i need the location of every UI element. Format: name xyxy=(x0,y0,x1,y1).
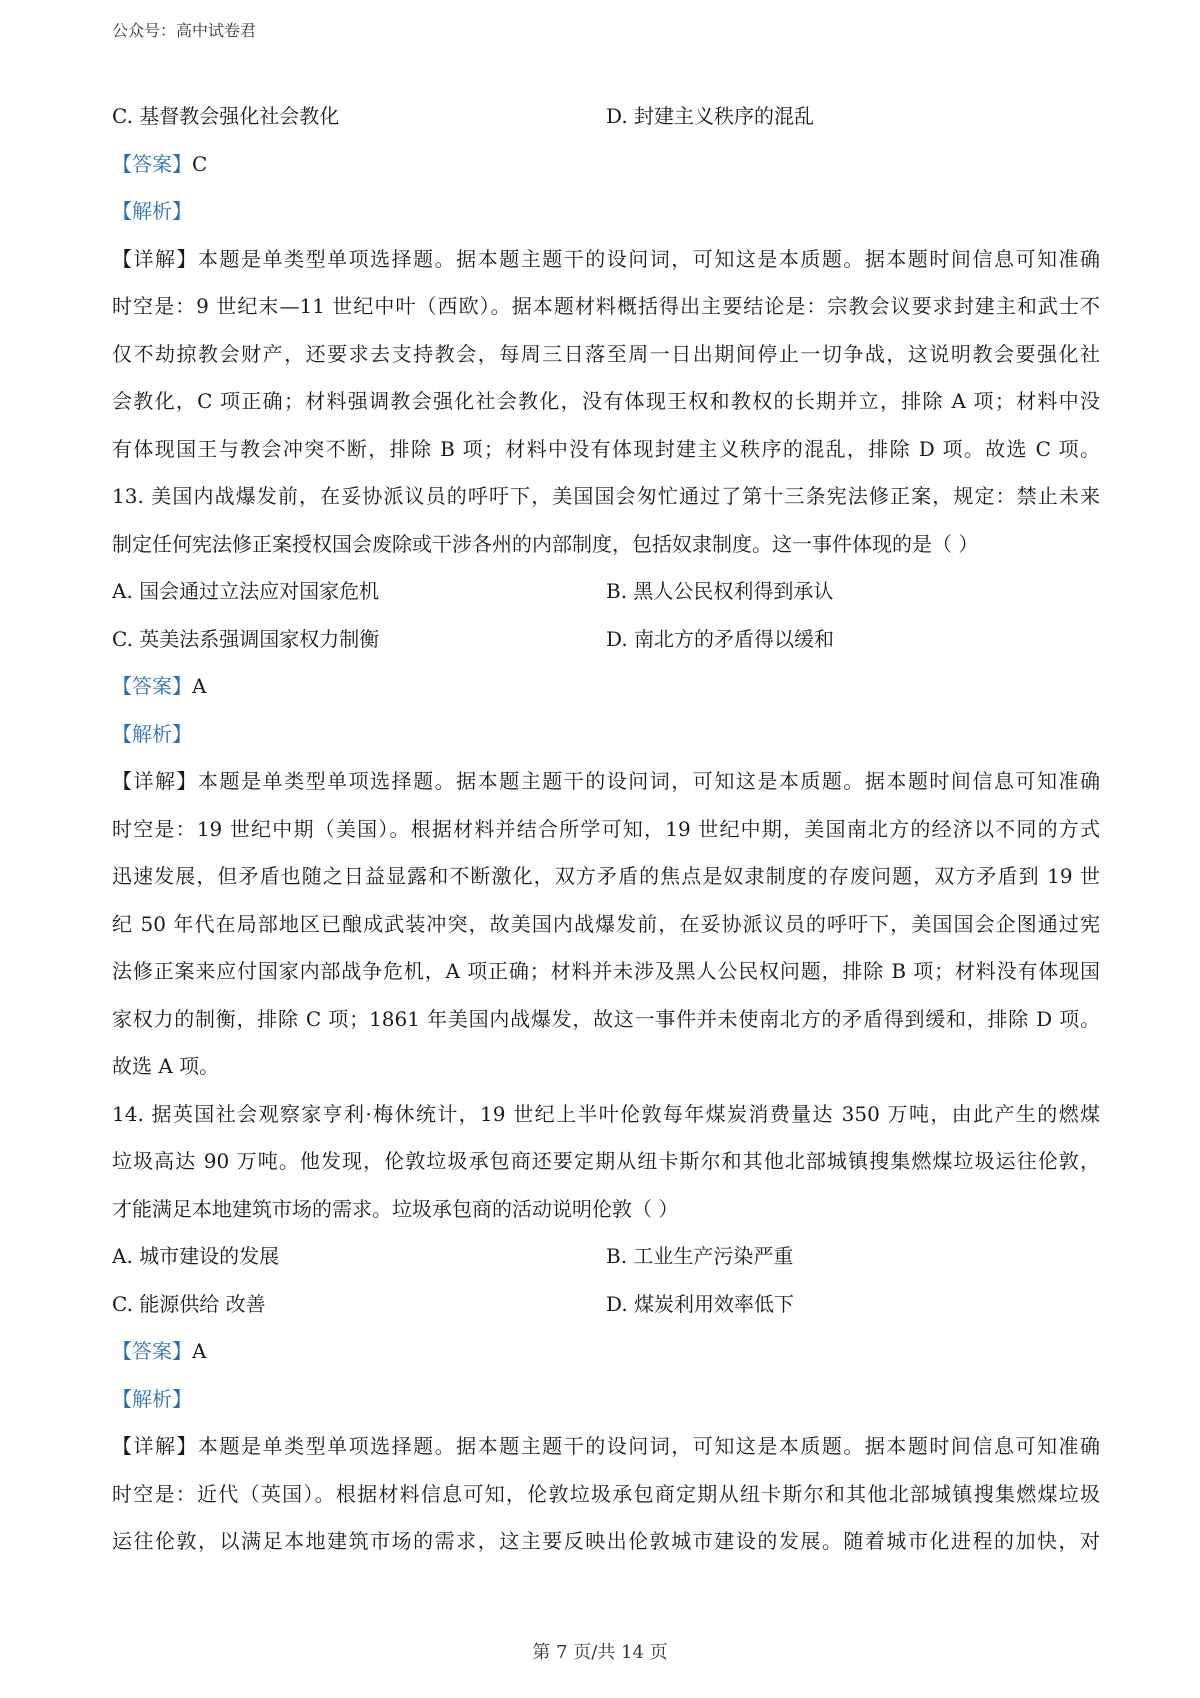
q13-detail-line-6: 家权力的制衡，排除 C 项；1861 年美国内战爆发，故这一事件并未使南北方的矛盾得到缓和，排除 D 项。 xyxy=(112,1006,1100,1031)
detail-text: 本题是单类型单项选择题。据本题主题干的设问词，可知这是本质题。据本题时间信息可知准确 xyxy=(198,769,1100,793)
q13-analysis-heading xyxy=(112,711,1100,759)
answer-value: C xyxy=(192,151,208,176)
detail-text: 本题是单类型单项选择题。据本题主题干的设问词，可知这是本质题。据本题时间信息可知准确 xyxy=(198,1434,1100,1458)
answer-value: A xyxy=(192,674,207,698)
q14-option-c: C. 能源供给 改善 xyxy=(112,1291,266,1316)
q12-detail-line-2: 时空是：9 世纪末—11 世纪中叶（西欧）。据本题材料概括得出主要结论是：宗教会议要求封建主和武士不 xyxy=(112,294,1100,318)
q12-detail-line-4: 会教化，C 项正确；材料强调教会强化社会教化，没有体现王权和教权的长期并立，排除 A 项；材料中没 xyxy=(112,389,1100,413)
q13-option-b: B. 黑人公民权利得到承认 xyxy=(606,579,834,603)
q13-stem-line-1: 13. 美国内战爆发前，在妥协派议员的呼吁下，美国国会匆忙通过了第十三条宪法修正案，规定：禁止未来 xyxy=(112,484,1100,508)
q13-answer xyxy=(112,663,1100,711)
detail-text: 本题是单类型单项选择题。据本题主题干的设问词，可知这是本质题。据本题时间信息可知准确 xyxy=(198,246,1100,271)
q12-answer xyxy=(112,141,1100,189)
q13-option-c: C. 英美法系强调国家权力制衡 xyxy=(112,626,380,651)
q14-stem-line-2: 垃圾高达 90 万吨。他发现，伦敦垃圾承包商还要定期从纽卡斯尔和其他北部城镇搜集燃煤垃圾运往伦敦， xyxy=(112,1149,1100,1173)
q13-detail-line-4: 纪 50 年代在局部地区已酿成武装冲突，故美国内战爆发前，在妥协派议员的呼吁下，美国国会企图通过宪 xyxy=(112,911,1100,936)
q13-detail-line-7: 故选 A 项。 xyxy=(112,1054,220,1078)
q13-option-d: D. 南北方的矛盾得以缓和 xyxy=(606,626,835,651)
analysis-tag: 【解析】 xyxy=(112,1386,192,1411)
q14-stem-line-3: 才能满足本地建筑市场的需求。垃圾承包商的活动说明伦敦（ ） xyxy=(112,1196,679,1221)
page-footer: 第 7 页/共 14 页 xyxy=(532,1642,668,1663)
q14-stem-line-1: 14. 据英国社会观察家亨利·梅休统计，19 世纪上半叶伦敦每年煤炭消费量达 350 万吨，由此产生的燃煤 xyxy=(112,1101,1100,1126)
answer-value: A xyxy=(192,1339,207,1363)
detail-tag: 【详解】 xyxy=(112,1434,199,1458)
q13-detail-line-2: 时空是：19 世纪中期（美国）。根据材料并结合所学可知，19 世纪中期，美国南北方的经济以不同的方式 xyxy=(112,816,1100,841)
document-body xyxy=(112,93,1100,1566)
q12-detail-line-1 xyxy=(112,236,1100,284)
q14-option-b: B. 工业生产污染严重 xyxy=(606,1244,794,1268)
q13-detail-line-1 xyxy=(112,758,1100,806)
q12-options-cd xyxy=(112,93,1100,141)
q13-option-a: A. 国会通过立法应对国家危机 xyxy=(112,579,380,603)
q14-option-d: D. 煤炭利用效率低下 xyxy=(606,1291,795,1316)
q14-analysis-heading xyxy=(112,1376,1100,1424)
q12-analysis-heading xyxy=(112,188,1100,236)
q14-detail-line-2: 时空是：近代（英国）。根据材料信息可知，伦敦垃圾承包商定期从纽卡斯尔和其他北部城镇搜集燃煤垃圾 xyxy=(112,1481,1100,1506)
q13-stem-line-2: 制定任何宪法修正案授权国会废除或干涉各州的内部制度，包括奴隶制度。这一事件体现的是（ ） xyxy=(112,531,979,556)
q13-detail-line-5: 法修正案来应付国家内部战争危机，A 项正确；材料并未涉及黑人公民权问题，排除 B 项；材料没有体现国 xyxy=(112,959,1100,983)
analysis-tag: 【解析】 xyxy=(112,199,192,223)
q12-option-d: D. 封建主义秩序的混乱 xyxy=(606,104,815,128)
answer-tag: 【答案】 xyxy=(112,674,192,698)
q14-options-ab xyxy=(112,1233,1100,1281)
q14-options-cd xyxy=(112,1281,1100,1329)
q14-detail-line-1 xyxy=(112,1423,1100,1471)
header-note: 公众号：高中试卷君 xyxy=(112,21,257,40)
q13-options-cd xyxy=(112,616,1100,664)
q12-option-c: C. 基督教会强化社会教化 xyxy=(112,104,340,128)
q14-option-a: A. 城市建设的发展 xyxy=(112,1244,280,1268)
answer-tag: 【答案】 xyxy=(112,1339,192,1363)
q14-answer xyxy=(112,1328,1100,1376)
detail-tag: 【详解】 xyxy=(112,769,199,793)
q12-detail-line-3: 仅不劫掠教会财产，还要求去支持教会，每周三日落至周一日出期间停止一切争战，这说明教会要强化社 xyxy=(112,341,1100,366)
analysis-tag: 【解析】 xyxy=(112,721,192,746)
q13-options-ab xyxy=(112,568,1100,616)
q13-detail-line-3: 迅速发展，但矛盾也随之日益显露和不断激化，双方矛盾的焦点是奴隶制度的存废问题，双方矛盾到 19 世 xyxy=(112,864,1100,888)
q12-detail-line-5: 有体现国王与教会冲突不断，排除 B 项；材料中没有体现封建主义秩序的混乱，排除 D 项。故选 C 项。 xyxy=(112,436,1100,461)
q14-detail-line-3: 运往伦敦，以满足本地建筑市场的需求，这主要反映出伦敦城市建设的发展。随着城市化进程的加快，对 xyxy=(112,1529,1100,1553)
detail-tag: 【详解】 xyxy=(112,246,199,271)
answer-tag: 【答案】 xyxy=(112,151,192,176)
